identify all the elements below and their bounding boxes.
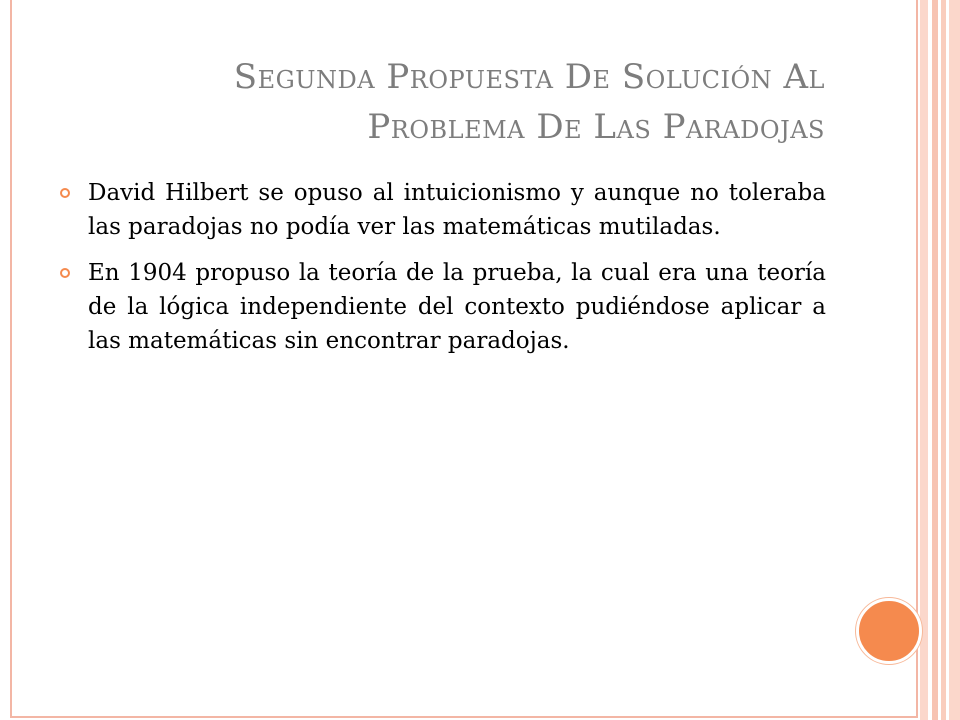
bullet-circle-icon [60,188,70,198]
bullet-text: En 1904 propuso la teoría de la prueba, la cual era una teoría de la lógica independiente del contexto pudiéndose aplicar a las matemáticas sin encontrar paradojas. [88,260,826,354]
slide-title-line-1: Segunda Propuesta De Solución Al [233,57,825,97]
slide-title [100,52,825,152]
decorative-stripe [949,0,960,720]
bullet-item [58,176,826,244]
bullet-list [58,176,826,370]
decorative-stripe [920,0,928,720]
bullet-text: David Hilbert se opuso al intuicionismo y aunque no toleraba las paradojas no podía ver las matemáticas mutiladas. [88,180,826,240]
decorative-circle [856,598,922,664]
bullet-item [58,256,826,358]
slide-title-line-2: Problema De Las Paradojas [367,107,825,147]
bullet-circle-icon [60,268,70,278]
